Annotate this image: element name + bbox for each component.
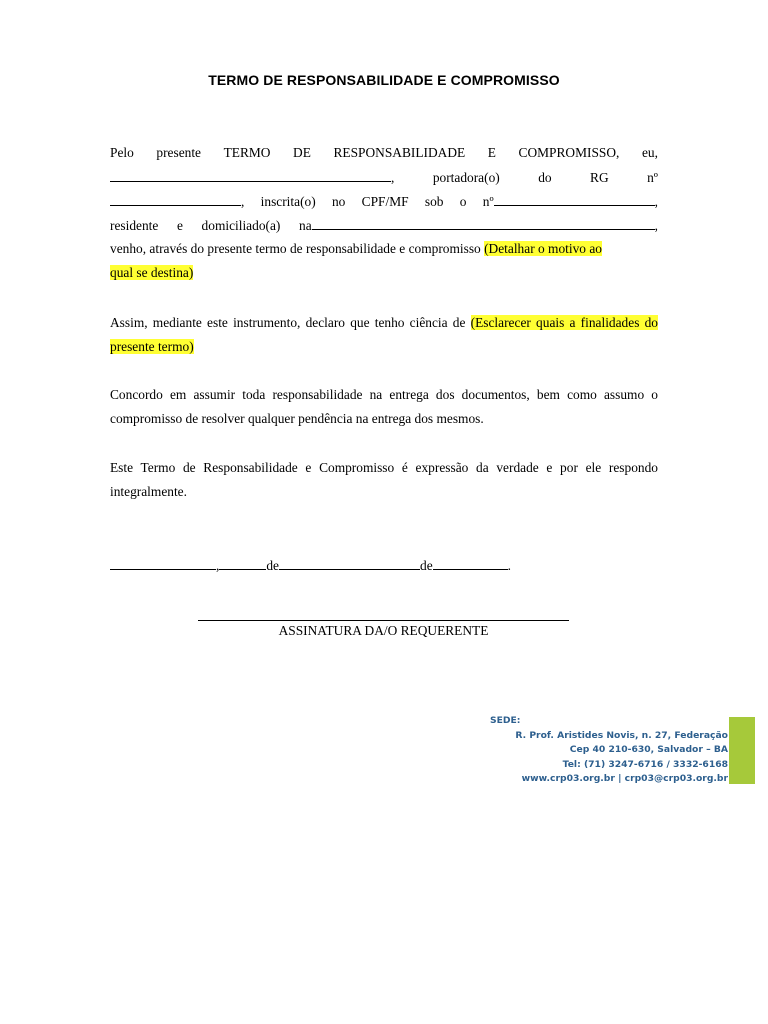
word: o [459,194,467,209]
address-field[interactable] [299,213,658,238]
footer-web[interactable]: www.crp03.org.br | crp03@crp03.org.br [521,773,728,784]
word: Pelo [110,145,134,160]
p2-text: Assim, mediante este instrumento, declaro que tenho ciência de [110,315,471,330]
day-blank[interactable] [219,553,266,570]
highlight-placeholder: (Detalhar o motivo ao [484,241,602,256]
accent-bar [729,717,755,784]
month-blank[interactable] [279,553,420,570]
word: de [420,558,433,573]
word: sob [424,194,444,209]
word: DE [293,145,311,160]
footer-address: R. Prof. Aristides Novis, n. 27, Federação [515,729,728,741]
word: presente [156,145,202,160]
paragraph-4: Este Termo de Responsabilidade e Compromisso é expressão da verdade e por ele respondo integralmente. [110,460,658,499]
date-line [110,553,658,577]
p1-text: venho, através do presente termo de responsabilidade e compromisso [110,241,485,256]
footer-cep: Cep 40 210-630, Salvador – BA [569,744,728,755]
p1-line-3 [110,189,658,213]
footer-phone: Tel: (71) 3247-6716 / 3332-6168 [562,758,728,770]
word: TERMO [223,145,271,160]
comma: , [241,194,245,209]
p1-line-1 [110,141,658,165]
document-title: TERMO DE RESPONSABILIDADE E COMPROMISSO [208,72,560,88]
word: nº [482,194,494,209]
paragraph-3: Concordo em assumir toda responsabilidade na entrega dos documentos, bem como assumo o compromisso de resolver qualquer pendência na entrega dos mesmos. [110,387,658,426]
word: RG [590,170,609,185]
word: do [538,170,552,185]
p1-line-5 [110,237,658,261]
address-blank[interactable] [312,213,655,230]
word: e [176,218,183,233]
highlight-placeholder: (Esclarecer quais a finalidades do presente termo) [110,315,658,354]
word: na [299,218,312,233]
signature-label: ASSINATURA DA/O REQUERENTE [278,623,489,638]
p1-line-2 [110,165,658,189]
word: portadora(o) [432,170,500,185]
city-blank[interactable] [110,553,216,570]
comma: , [654,194,658,209]
name-field[interactable] [110,165,394,190]
p1-line-6 [110,261,658,285]
footer-label: SEDE: [490,715,521,726]
name-blank[interactable] [110,165,391,182]
word: inscrita(o) [260,194,316,209]
p1-line-4 [110,213,658,237]
word: CPF/MF [361,194,409,209]
word: domiciliado(a) [201,218,281,233]
period: . [507,558,511,573]
footer-address-block [490,714,728,787]
year-blank[interactable] [433,553,508,570]
word: nº [647,170,658,185]
word: COMPROMISSO, [518,145,620,160]
word: RESPONSABILIDADE [333,145,466,160]
word: residente [110,218,159,233]
cpf-field[interactable] [483,189,658,214]
word: E [487,145,496,160]
comma: , [391,170,395,185]
paragraph-2 [110,311,658,359]
cpf-blank[interactable] [494,189,655,206]
word: de [266,558,279,573]
rg-field[interactable] [110,189,244,214]
word: no [331,194,346,209]
comma: , [654,218,658,233]
rg-blank[interactable] [110,189,241,206]
word: eu, [641,145,658,160]
highlight-placeholder: qual se destina) [110,265,194,280]
comma: , [216,558,220,573]
